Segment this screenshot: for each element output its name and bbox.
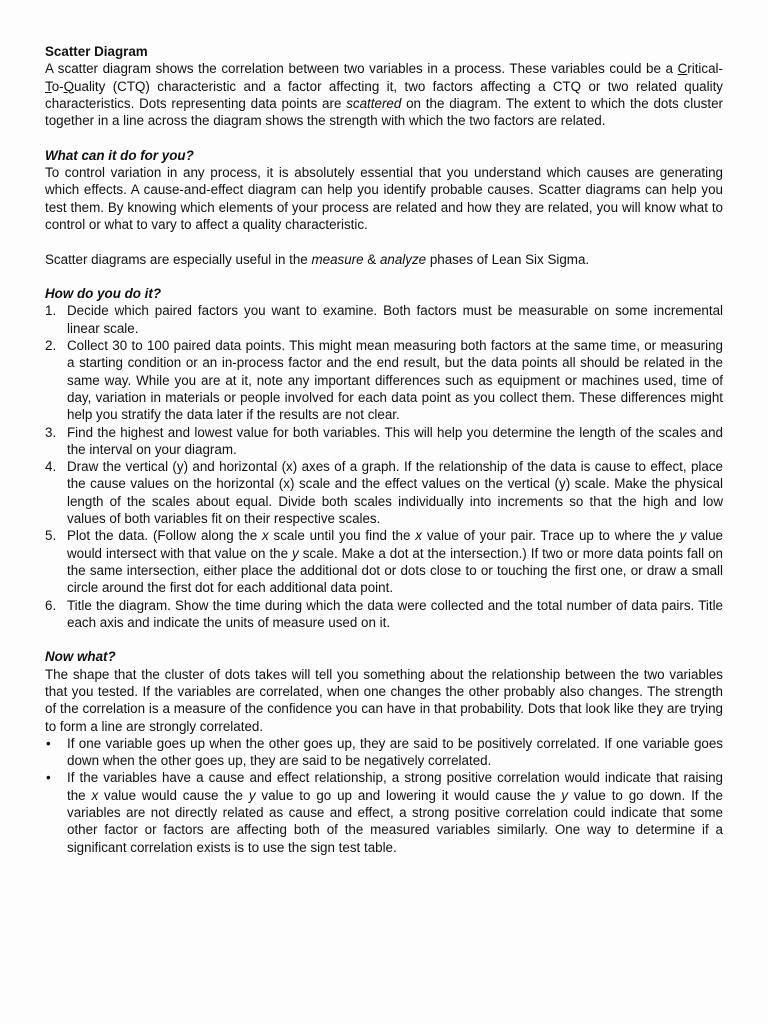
- intro-text-2: (CTQ) characteristic and a factor affecting it, two factors affecting a CTQ or two related quality characteristics. Dots representing data points are: [45, 78, 723, 111]
- spacer: [45, 631, 723, 648]
- step-number: 5.: [45, 528, 57, 544]
- steps-list: [45, 302, 723, 631]
- intro-paragraph: [45, 60, 723, 129]
- intro-emphasis-scattered: scattered: [346, 95, 402, 111]
- section-heading-how: How do you do it?: [45, 286, 162, 302]
- step-number: 6.: [45, 597, 57, 613]
- list-item: [45, 769, 723, 855]
- list-item: [45, 597, 723, 632]
- section-heading-now: Now what?: [45, 649, 116, 665]
- step-text: Decide which paired factors you want to examine. Both factors must be measurable on some incremental linear scale.: [67, 303, 723, 336]
- list-item: [45, 735, 723, 770]
- intro-text-3: on the diagram. The extent to which the dots cluster together in a line across the diagram shows the strength with which the two factors are related.: [45, 95, 723, 129]
- spacer: [45, 233, 723, 250]
- ctq-text-1: ritical-: [687, 61, 723, 77]
- document-page: [45, 43, 723, 856]
- spacer: [45, 268, 723, 285]
- phases-text-2: phases of Lean Six Sigma.: [426, 251, 590, 267]
- spacer: [45, 129, 723, 146]
- intro-text-1: A scatter diagram shows the correlation between two variables in a process. These variables could be a: [45, 61, 678, 77]
- step-number: 1.: [45, 303, 57, 319]
- bullets-list: [45, 735, 723, 856]
- phases-paragraph: [45, 251, 723, 268]
- bullet-text: If the variables have a cause and effect relationship, a strong positive correlation would indicate that raising the x value would cause the y value to go up and lowering it would cause the y value to go down. If the variables are not directly related as cause and effect, a strong positive correlation could indicate that some other factor or factors are affecting both of the measured variables similarly. One way to determine if a significant correlation exists is to use the sign test table.: [67, 770, 724, 855]
- phase-measure: measure: [311, 251, 364, 267]
- page-title: Scatter Diagram: [45, 44, 148, 59]
- ctq-text-3: uality: [74, 78, 106, 94]
- list-item: [45, 337, 723, 423]
- ctq-letter-t: T: [45, 78, 52, 94]
- list-item: [45, 302, 723, 337]
- bullet-icon: •: [46, 770, 51, 786]
- step-number: 2.: [45, 338, 57, 354]
- step-text: Title the diagram. Show the time during which the data were collected and the total number of data pairs. Title each axis and indicate the units of measure used on it.: [67, 597, 723, 630]
- list-item: [45, 424, 723, 459]
- section-heading-what: What can it do for you?: [45, 147, 194, 163]
- step-text: Collect 30 to 100 paired data points. This might mean measuring both factors at the same time, or measuring a starting condition or an in-process factor and the end result, but the data points all should be related in the same way. While you are at it, note any important differences such as equipment or machines used, time of day, variation in materials or people involved for each data point as you collect them. These differences might help you stratify the data later if the results are not clear.: [67, 338, 723, 423]
- what-paragraph: To control variation in any process, it is absolutely essential that you understand which causes are generating which effects. A cause-and-effect diagram can help you identify probable causes. Scatter diagrams can help you test them. By knowing which elements of your process are related and how they are related, you will know what to control or what to vary to affect a quality characteristic.: [45, 165, 723, 232]
- list-item: [45, 458, 723, 527]
- phases-ampersand: &: [363, 251, 380, 267]
- step-number: 4.: [45, 459, 57, 475]
- ctq-text-2: o-: [51, 78, 64, 94]
- phases-text-1: Scatter diagrams are especially useful in the: [45, 251, 312, 267]
- bullet-text: If one variable goes up when the other goes up, they are said to be positively correlated. If one variable goes down when the other goes up, they are said to be negatively correlated.: [67, 735, 723, 769]
- bullet-icon: •: [46, 735, 51, 751]
- step-text: Find the highest and lowest value for both variables. This will help you determine the length of the scales and the interval on your diagram.: [67, 424, 723, 457]
- ctq-letter-q: Q: [63, 78, 75, 94]
- list-item: [45, 527, 723, 596]
- step-text: Plot the data. (Follow along the x scale until you find the x value of your pair. Trace up to where the y value would intersect with that value on the y scale. Make a dot at the intersection.) If two or more data points fall on the same intersection, either place the additional dot or dots close to or touching the first one, or draw a small circle around the first dot for each additional data point.: [67, 528, 723, 596]
- now-paragraph: The shape that the cluster of dots takes will tell you something about the relationship between the two variables that you tested. If the variables are correlated, when one changes the other probably also changes. The strength of the correlation is a measure of the confidence you can have in that probability. Dots that look like they are trying to form a line are strongly correlated.: [45, 666, 723, 734]
- step-text: Draw the vertical (y) and horizontal (x) axes of a graph. If the relationship of the data is cause to effect, place the cause values on the horizontal (x) scale and the effect values on the vertical (y) scale. Make the physical length of the scales about equal. Divide both scales individually into increments so that the high and low values of both variables fit on their respective scales.: [67, 459, 723, 527]
- ctq-letter-c: C: [677, 61, 688, 77]
- phase-analyze: analyze: [379, 251, 427, 267]
- step-number: 3.: [45, 424, 57, 440]
